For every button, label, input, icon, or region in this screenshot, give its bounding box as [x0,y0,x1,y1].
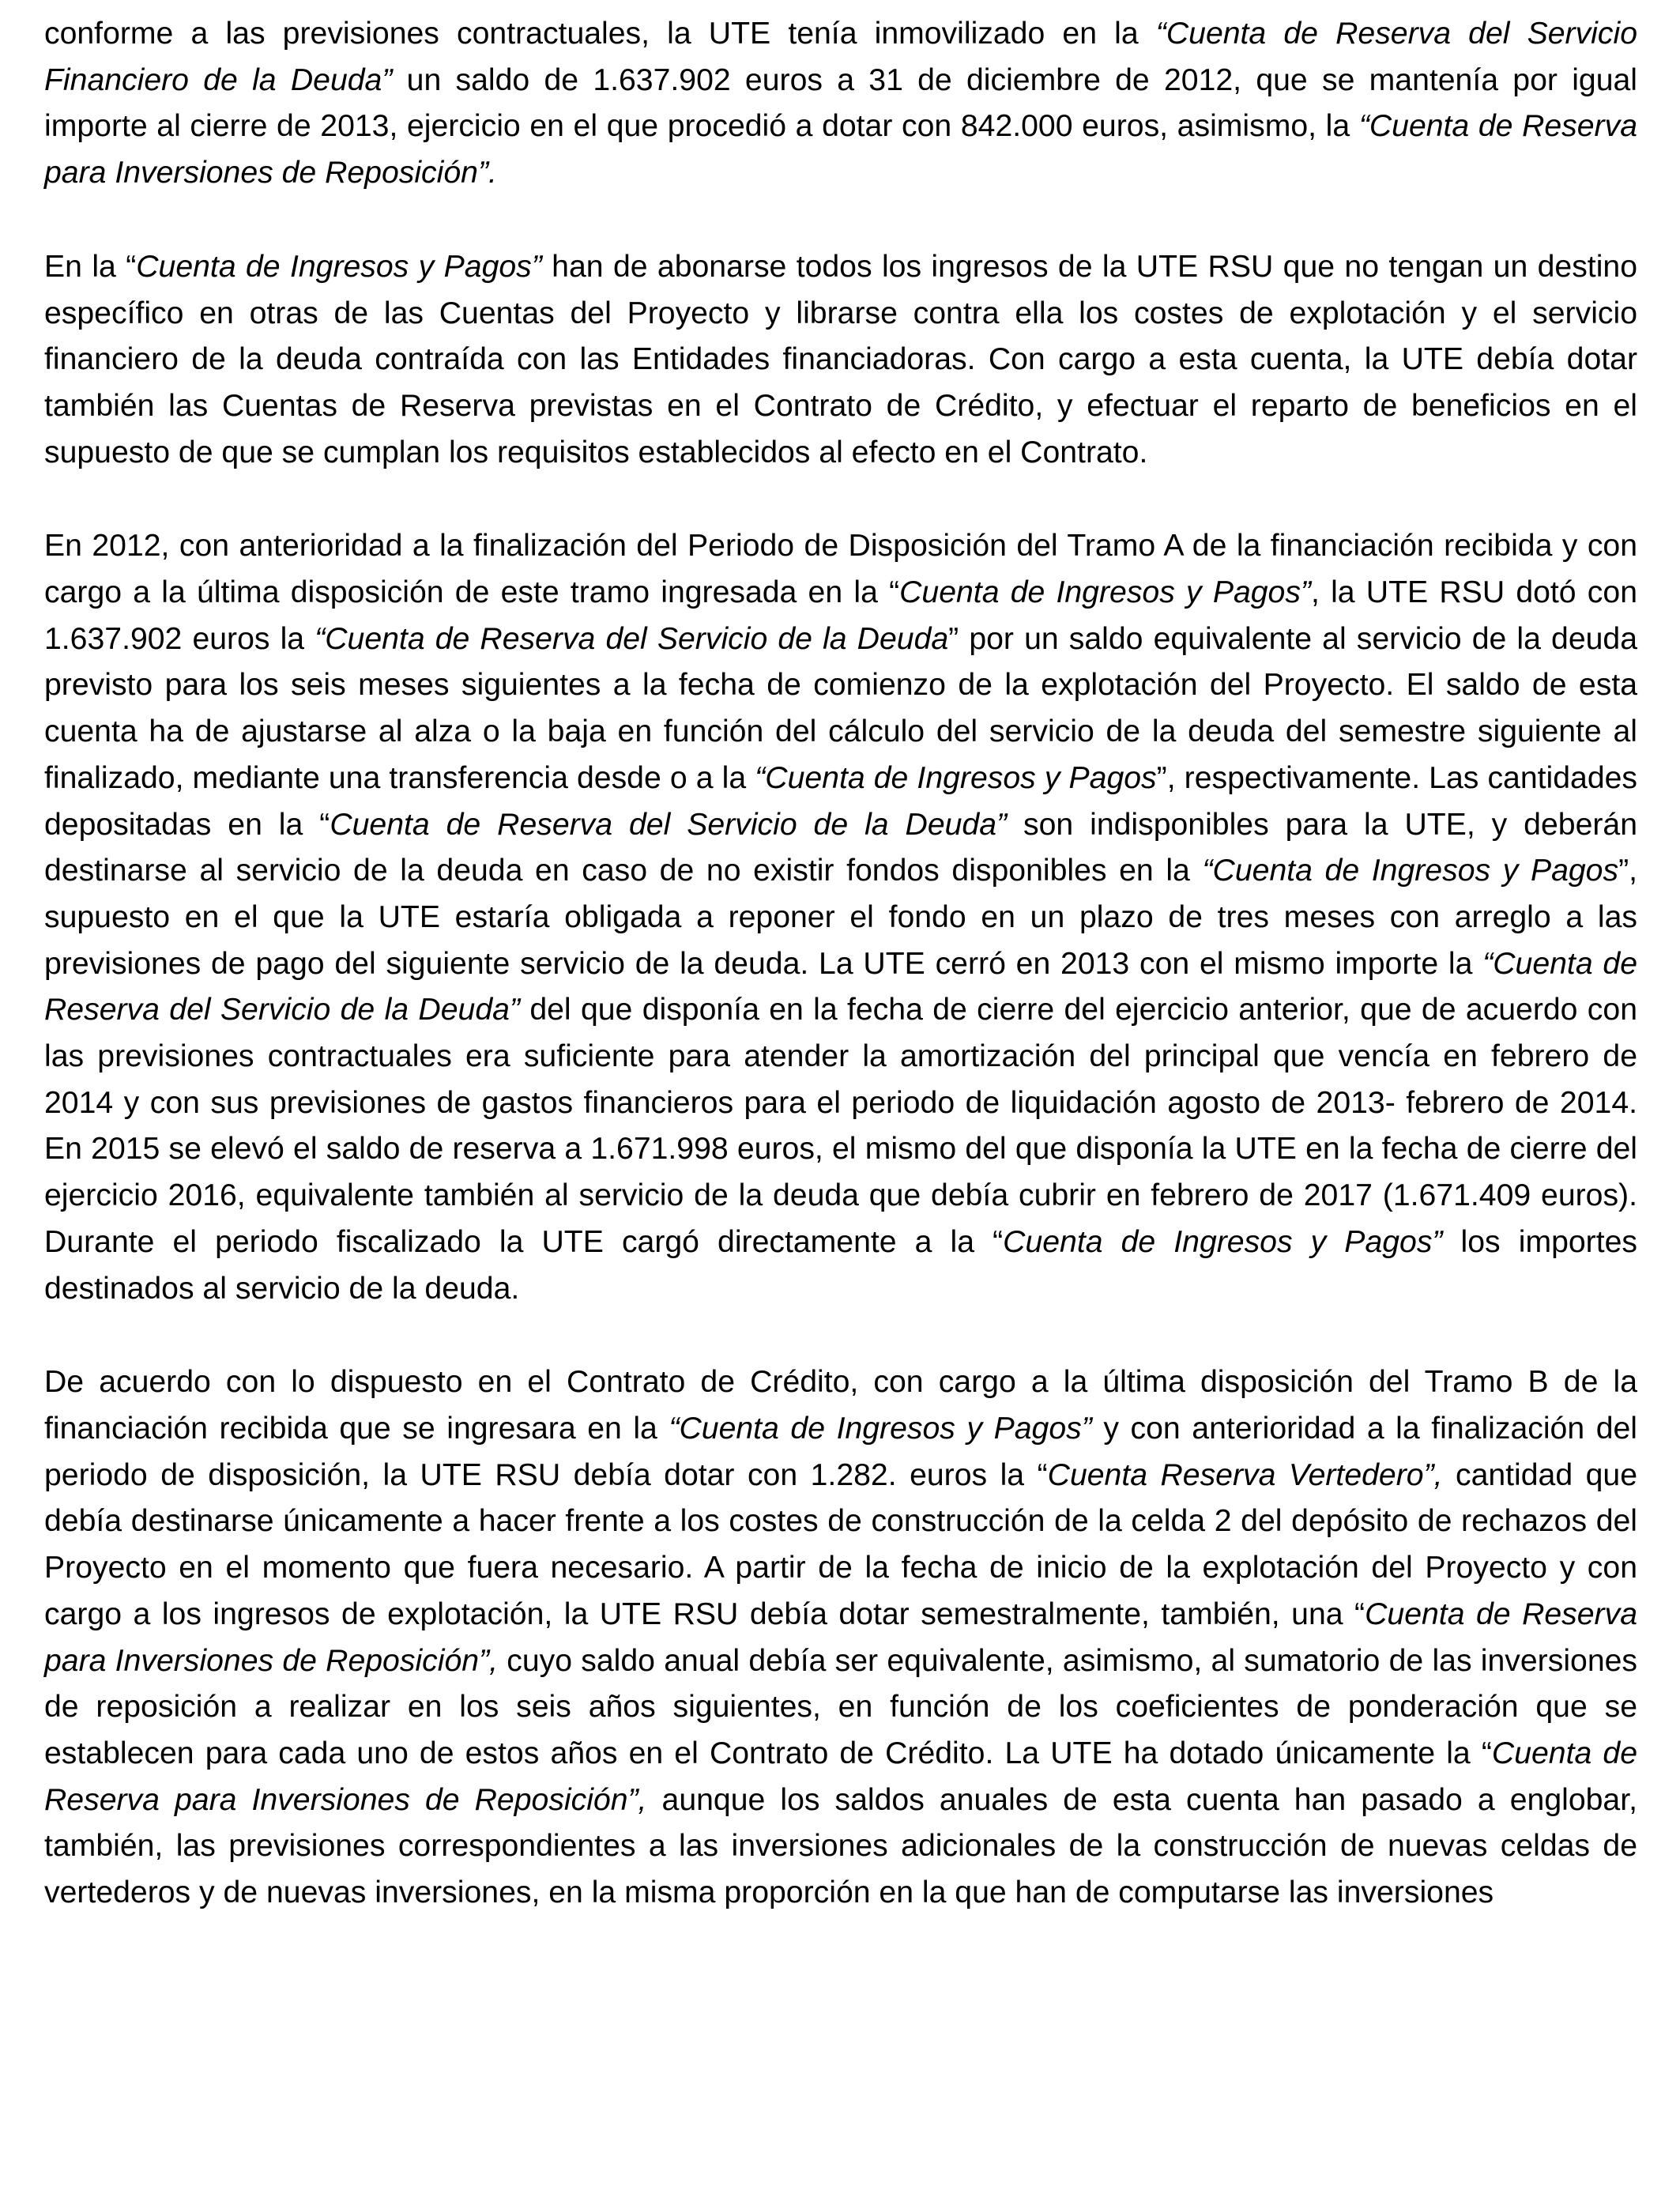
paragraph [44,11,1637,197]
text-segment: En 2012, con anterioridad a la finalización del Periodo de Disposición del Tramo A de la financiación recibida y con cargo a la última disposición de este tramo ingresada en la “ [44,529,1637,610]
italic-account-name: Cuenta de Reserva para Inversiones de Reposición”, [44,1596,1637,1678]
italic-account-name: Cuenta Reserva Vertedero”, [1047,1457,1443,1492]
text-segment: un saldo de 1.637.902 euros a 31 de diciembre de 2012, que se mantenía por igual importe al cierre de 2013, ejercicio en el que procedió a dotar con 842.000 euros, asimismo, la [44,62,1637,144]
text-segment: han de abonarse todos los ingresos de la UTE RSU que no tengan un destino específico en otras de las Cuentas del Proyecto y librarse contra ella los costes de explotación y el servicio financiero de la deuda contraída con las Entidades financiadoras. Con cargo a esta cuenta, la UTE debía dotar también las Cuentas de Reserva previstas en el Contrato de Crédito, y efectuar el reparto de beneficios en el supuesto de que se cumplan los requisitos establecidos al efecto en el Contrato. [44,249,1637,469]
text-segment: son indisponibles para la UTE, y deberán destinarse al servicio de la deuda en caso de no existir fondos disponibles en la [44,807,1638,888]
italic-account-name: “Cuenta de Reserva del Servicio de la Deuda [315,621,949,656]
italic-account-name: “Cuenta de Reserva del Servicio Financiero de la Deuda” [44,17,1637,97]
text-segment: ”, respectivamente. Las cantidades depositadas en la “ [44,760,1638,842]
text-segment: En la “ [44,249,137,284]
text-segment: cantidad que debía destinarse únicamente a hacer frente a los costes de construcción de la celda 2 del depósito de rechazos del Proyecto en el momento que fuera necesario. A partir de la fecha de inicio de la explotación del Proyecto y con cargo a los ingresos de explotación, la UTE RSU debía dotar semestralmente, también, una “ [44,1457,1637,1631]
italic-account-name: Cuenta de Reserva del Servicio de la Deuda” [330,807,1008,842]
text-segment: De acuerdo con lo dispuesto en el Contrato de Crédito, con cargo a la última disposición del Tramo B de la financiación recibida que se ingresara en la [44,1365,1637,1446]
document-page [44,11,1637,1917]
italic-account-name: Cuenta de Reserva para Inversiones de Reposición”, [44,1736,1638,1817]
text-segment: y con anterioridad a la finalización del periodo de disposición, la UTE RSU debía dotar con 1.282. euros la “ [44,1411,1637,1492]
text-segment: cuyo saldo anual debía ser equivalente, asimismo, al sumatorio de las inversiones de reposición a realizar en los seis años siguientes, en función de los coeficientes de ponderación que se establecen para cada uno de estos años en el Contrato de Crédito. La UTE ha dotado únicamente la “ [44,1643,1637,1770]
paragraph [44,1359,1637,1916]
italic-account-name: “Cuenta de Ingresos y Pagos [1202,854,1619,888]
paragraph [44,523,1637,1312]
italic-account-name: “Cuenta de Ingresos y Pagos [755,760,1157,795]
italic-account-name: Cuenta de Ingresos y Pagos” [1003,1224,1443,1259]
italic-account-name: Cuenta de Ingresos y Pagos” [136,249,542,284]
text-segment: del que disponía en la fecha de cierre del ejercicio anterior, que de acuerdo con las previsiones contractuales era suficiente para atender la amortización del principal que vencía en febrero de 2014 y con sus previsiones de gastos financieros para el periodo de liquidación agosto de 2013- febrero de 2014. En 2015 se elevó el saldo de reserva a 1.671.998 euros, el mismo del que disponía la UTE en la fecha de cierre del ejercicio 2016, equivalente también al servicio de la deuda que debía cubrir en febrero de 2017 (1.671.409 euros). Durante el periodo fiscalizado la UTE cargó directamente a la “ [44,993,1637,1259]
text-segment: conforme a las previsiones contractuales, la UTE tenía inmovilizado en la [44,17,1156,51]
text-segment: los importes destinados al servicio de la deuda. [44,1224,1637,1306]
paragraph [44,244,1637,477]
italic-account-name: “Cuenta de Reserva del Servicio de la Deuda” [44,946,1637,1027]
italic-account-name: “Cuenta de Ingresos y Pagos” [669,1411,1092,1446]
text-segment: ”, supuesto en el que la UTE estaría obligada a reponer el fondo en un plazo de tres meses con arreglo a las previsiones de pago del siguiente servicio de la deuda. La UTE cerró en 2013 con el mismo importe la [44,854,1638,981]
italic-account-name: “Cuenta de Reserva para Inversiones de Reposición”. [44,109,1637,190]
text-segment: ” por un saldo equivalente al servicio de la deuda previsto para los seis meses siguientes a la fecha de comienzo de la explotación del Proyecto. El saldo de esta cuenta ha de ajustarse al alza o la baja en función del cálculo del servicio de la deuda del semestre siguiente al finalizado, mediante una transferencia desde o a la [44,621,1637,795]
text-segment: aunque los saldos anuales de esta cuenta han pasado a englobar, también, las previsiones correspondientes a las inversiones adicionales de la construcción de nuevas celdas de vertederos y de nuevas inversiones, en la misma proporción en la que han de computarse las inversiones [44,1782,1637,1910]
text-segment: , la UTE RSU dotó con 1.637.902 euros la [44,575,1637,656]
italic-account-name: Cuenta de Ingresos y Pagos” [899,575,1311,610]
